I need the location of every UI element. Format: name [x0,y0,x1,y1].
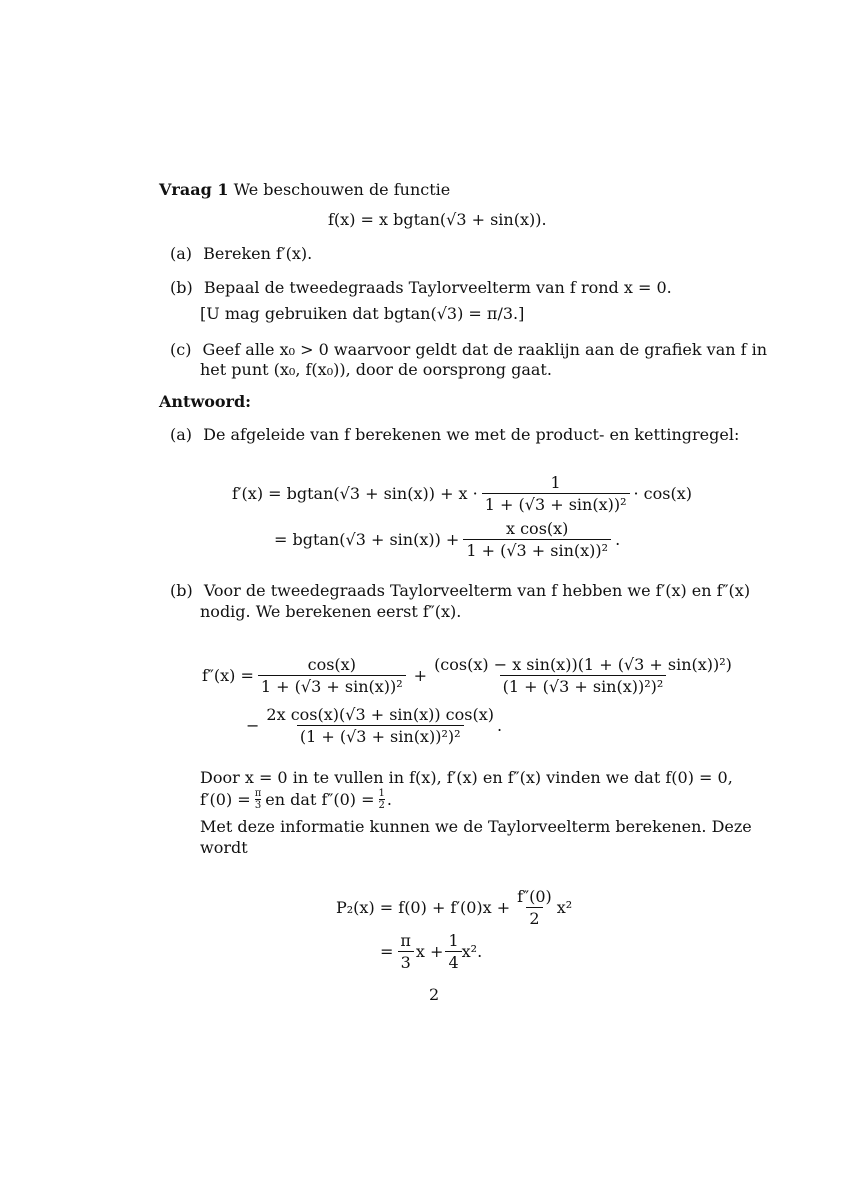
item-label: (a) [170,244,193,263]
answer-b-eq2 [246,706,502,747]
fraction-denominator: 3 [398,951,414,972]
function-definition: f(x) = x bgtan(√3 + sin(x)). [328,210,547,229]
fraction-numerator: f″(0) [517,887,552,906]
eq-equals: = [380,942,394,962]
fraction-numerator: x cos(x) [505,519,569,538]
fraction-numerator: 1 [378,788,385,799]
answer-b-text [170,582,750,600]
eq-lhs: f″(x) = [202,666,254,686]
item-label: (b) [170,581,193,600]
eq-fraction [463,520,611,561]
answer-b-para2-line2: wordt [200,838,248,857]
eq-tail: x² [556,898,573,918]
fraction-numerator: 1 [550,473,561,492]
fraction-numerator: 1 [448,931,459,950]
fraction-numerator: 2x cos(x)(√3 + sin(x)) cos(x) [266,705,494,724]
page-number: 2 [429,985,440,1004]
fraction-numerator: cos(x) [307,655,356,674]
answer-a-text [170,426,739,444]
fraction-denominator: 1 + (√3 + sin(x))² [463,539,611,560]
eq-tail: x². [461,942,483,962]
answer-a-eq2 [274,520,620,561]
fraction-denominator: (1 + (√3 + sin(x))²)² [297,725,464,746]
item-label: (c) [170,340,192,359]
eq-tail: . [496,716,503,736]
fraction-denominator: 2 [378,800,385,811]
para-text: . [386,789,392,809]
eq-fraction-1 [397,932,414,973]
fraction-denominator: 3 [254,800,262,811]
fraction-denominator: 2 [526,907,542,928]
item-text: Bepaal de tweedegraads Taylorveelterm van f rond x = 0. [203,278,672,297]
question-heading [159,181,450,199]
fraction-denominator: (1 + (√3 + sin(x))²)² [500,675,667,696]
eq-tail: . [615,530,621,550]
answer-b-para1-line2 [200,789,392,811]
eq-minus: − [246,716,260,736]
answer-b-para2-line1: Met deze informatie kunnen we de Taylorveelterm berekenen. Deze [200,817,752,836]
item-text: De afgeleide van f berekenen we met de product- en kettingregel: [203,425,740,444]
question-item-b [170,279,672,297]
answer-b-text-line2: nodig. We berekenen eerst f″(x). [200,602,462,621]
question-item-c [170,341,767,359]
item-label: (a) [170,425,193,444]
fraction-denominator: 1 + (√3 + sin(x))² [258,675,406,696]
eq-fraction-2 [445,932,461,973]
question-item-c-line2: het punt (x₀, f(x₀)), door de oorsprong gaat. [200,360,552,379]
eq-mid: x + [415,942,444,962]
item-text: Geef alle x₀ > 0 waarvoor geldt dat de raaklijn aan de grafiek van f in [202,340,768,359]
eq-fraction [514,888,555,929]
fraction-denominator: 4 [445,951,461,972]
small-fraction [379,789,385,811]
item-text: Voor de tweedegraads Taylorveelterm van f hebben we f′(x) en f″(x) [203,581,751,600]
answer-heading: Antwoord: [159,392,252,411]
question-intro: We beschouwen de functie [233,180,451,199]
eq-lhs: P₂(x) = f(0) + f′(0)x + [336,898,511,918]
eq-lhs: f′(x) = bgtan(√3 + sin(x)) + x · [232,484,478,504]
question-item-b-hint: [U mag gebruiken dat bgtan(√3) = π/3.] [200,304,525,323]
question-item-a [170,245,312,263]
eq-plus: + [413,666,428,686]
answer-b-eq1 [202,656,735,697]
para-text: f′(0) = [200,789,251,809]
eq-fraction [263,706,497,747]
fraction-numerator: (cos(x) − x sin(x))(1 + (√3 + sin(x))²) [434,655,732,674]
question-label: Vraag 1 [159,180,229,199]
fraction-numerator: π [254,788,262,799]
item-label: (b) [170,278,193,297]
item-text: Bereken f′(x). [203,244,313,263]
taylor-eq1 [336,888,572,929]
fraction-denominator: 1 + (√3 + sin(x))² [482,493,630,514]
para-text: en dat f″(0) = [265,789,375,809]
eq-tail: · cos(x) [633,484,692,504]
answer-b-para1-line1: Door x = 0 in te vullen in f(x), f′(x) en f″(x) vinden we dat f(0) = 0, [200,768,733,787]
answer-a-eq1 [232,474,692,515]
eq-fraction-1 [258,656,406,697]
fraction-numerator: π [400,931,411,950]
small-fraction [255,789,262,811]
eq-fraction [482,474,630,515]
taylor-eq2 [380,932,482,973]
eq-lhs: = bgtan(√3 + sin(x)) + [274,530,460,550]
eq-fraction-2 [431,656,735,697]
